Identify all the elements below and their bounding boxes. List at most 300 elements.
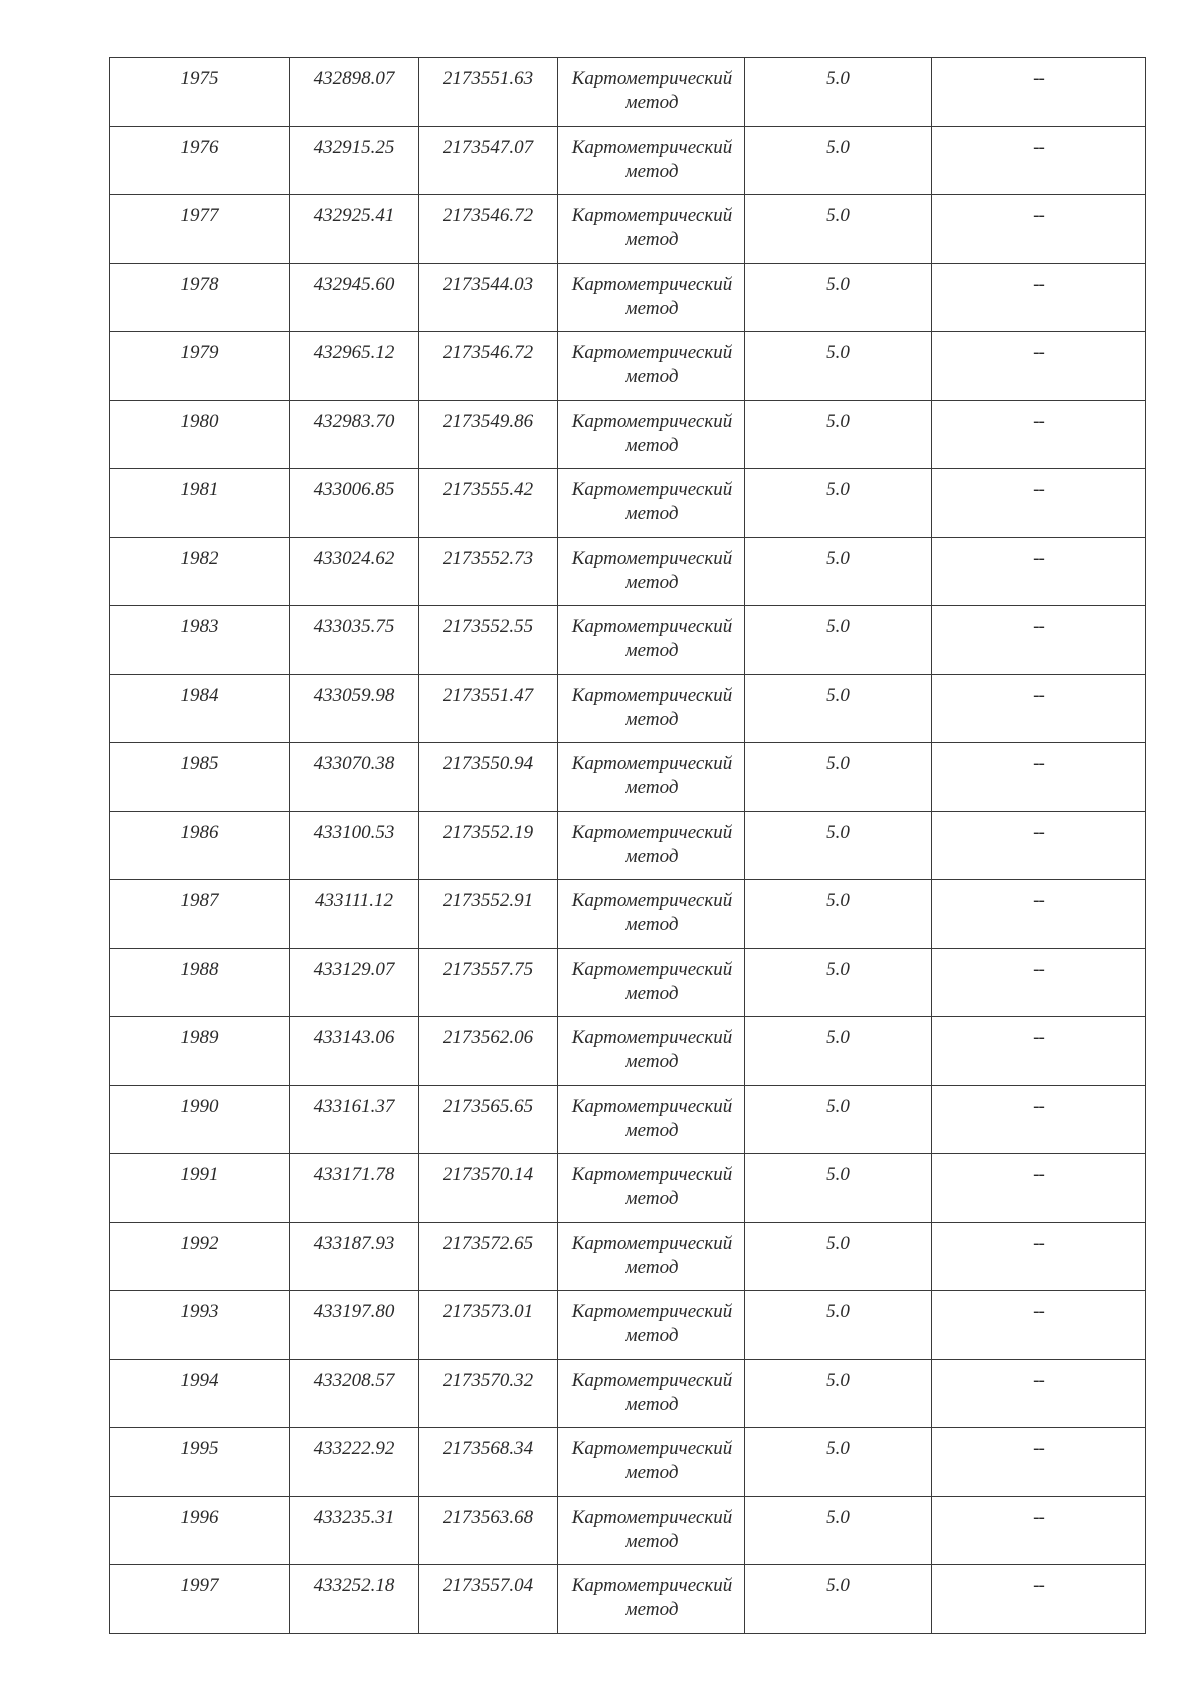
y-coordinate-cell-text: 2173570.14 xyxy=(442,1164,534,1185)
y-coordinate-cell-text: 2173565.65 xyxy=(442,1095,534,1117)
accuracy-cell-text: 5.0 xyxy=(826,1027,850,1048)
y-coordinate-cell xyxy=(419,195,558,264)
accuracy-cell-text: 5.0 xyxy=(826,273,850,295)
point-number-cell-text: 1994 xyxy=(180,1369,219,1391)
method-cell xyxy=(558,880,745,949)
point-number-cell-text: 1978 xyxy=(180,273,219,295)
table-row xyxy=(110,674,1146,743)
point-number-cell xyxy=(110,674,290,743)
accuracy-cell xyxy=(745,126,932,195)
method-cell-text: Картометрический метод xyxy=(571,890,733,935)
method-cell xyxy=(558,1154,745,1223)
y-coordinate-cell-text: 2173544.03 xyxy=(442,273,534,295)
point-number-cell xyxy=(110,1154,290,1223)
method-cell-text: Картометрический метод xyxy=(571,410,733,456)
x-coordinate-cell xyxy=(290,469,419,538)
description-cell-text: -- xyxy=(1033,1506,1044,1528)
accuracy-cell xyxy=(745,880,932,949)
method-cell xyxy=(558,811,745,880)
method-cell-text: Картометрический метод xyxy=(571,1232,733,1278)
y-coordinate-cell xyxy=(419,606,558,675)
x-coordinate-cell xyxy=(290,126,419,195)
x-coordinate-cell-text: 433197.80 xyxy=(313,1301,395,1322)
x-coordinate-cell-text: 433059.98 xyxy=(313,684,395,706)
description-cell-text: -- xyxy=(1033,1027,1044,1048)
point-number-cell-text: 1983 xyxy=(180,616,219,637)
method-cell-text: Картометрический метод xyxy=(571,1095,733,1141)
method-cell-text: Картометрический метод xyxy=(571,273,733,319)
description-cell xyxy=(932,126,1146,195)
point-number-cell-text: 1975 xyxy=(180,68,219,89)
y-coordinate-cell-text: 2173552.55 xyxy=(442,616,534,637)
accuracy-cell-text: 5.0 xyxy=(826,958,850,980)
description-cell-text: -- xyxy=(1033,1095,1044,1117)
x-coordinate-cell xyxy=(290,1359,419,1428)
x-coordinate-cell xyxy=(290,332,419,401)
table-row xyxy=(110,1565,1146,1634)
coordinates-table xyxy=(109,57,1146,1634)
table-row xyxy=(110,469,1146,538)
y-coordinate-cell xyxy=(419,1496,558,1565)
accuracy-cell-text: 5.0 xyxy=(826,479,850,500)
method-cell xyxy=(558,58,745,127)
x-coordinate-cell xyxy=(290,58,419,127)
point-number-cell-text: 1993 xyxy=(180,1301,219,1322)
x-coordinate-cell-text: 433111.12 xyxy=(315,890,393,911)
y-coordinate-cell xyxy=(419,743,558,812)
method-cell-text: Картометрический метод xyxy=(571,1369,733,1415)
y-coordinate-cell xyxy=(419,469,558,538)
description-cell xyxy=(932,948,1146,1017)
y-coordinate-cell-text: 2173546.72 xyxy=(442,205,534,226)
description-cell-text: -- xyxy=(1033,136,1044,158)
point-number-cell-text: 1989 xyxy=(180,1027,219,1048)
method-cell-text: Картометрический метод xyxy=(571,547,733,593)
point-number-cell xyxy=(110,1017,290,1086)
accuracy-cell xyxy=(745,743,932,812)
description-cell xyxy=(932,195,1146,264)
description-cell xyxy=(932,1085,1146,1154)
y-coordinate-cell-text: 2173562.06 xyxy=(442,1027,534,1048)
point-number-cell-text: 1977 xyxy=(180,205,219,226)
x-coordinate-cell-text: 432925.41 xyxy=(313,205,395,226)
x-coordinate-cell xyxy=(290,880,419,949)
point-number-cell xyxy=(110,263,290,332)
y-coordinate-cell-text: 2173547.07 xyxy=(442,136,534,158)
table-row xyxy=(110,400,1146,469)
point-number-cell-text: 1979 xyxy=(180,342,219,363)
description-cell xyxy=(932,332,1146,401)
y-coordinate-cell xyxy=(419,263,558,332)
x-coordinate-cell xyxy=(290,1428,419,1497)
method-cell xyxy=(558,195,745,264)
method-cell-text: Картометрический метод xyxy=(571,1438,733,1483)
x-coordinate-cell-text: 432983.70 xyxy=(313,410,395,432)
table-row xyxy=(110,1428,1146,1497)
y-coordinate-cell xyxy=(419,1291,558,1360)
method-cell xyxy=(558,469,745,538)
accuracy-cell-text: 5.0 xyxy=(826,1232,850,1254)
point-number-cell-text: 1981 xyxy=(180,479,219,500)
description-cell xyxy=(932,674,1146,743)
method-cell xyxy=(558,1017,745,1086)
point-number-cell xyxy=(110,126,290,195)
point-number-cell-text: 1976 xyxy=(180,136,219,158)
method-cell xyxy=(558,1085,745,1154)
accuracy-cell xyxy=(745,1222,932,1291)
description-cell-text: -- xyxy=(1033,821,1044,843)
accuracy-cell xyxy=(745,195,932,264)
accuracy-cell-text: 5.0 xyxy=(826,890,850,911)
point-number-cell xyxy=(110,880,290,949)
description-cell-text: -- xyxy=(1033,1232,1044,1254)
y-coordinate-cell-text: 2173546.72 xyxy=(442,342,534,363)
table-row xyxy=(110,58,1146,127)
y-coordinate-cell xyxy=(419,537,558,606)
accuracy-cell xyxy=(745,58,932,127)
description-cell xyxy=(932,811,1146,880)
point-number-cell xyxy=(110,1565,290,1634)
accuracy-cell-text: 5.0 xyxy=(826,821,850,843)
table-row xyxy=(110,948,1146,1017)
table-row xyxy=(110,1496,1146,1565)
method-cell xyxy=(558,537,745,606)
table-row xyxy=(110,1085,1146,1154)
point-number-cell-text: 1992 xyxy=(180,1232,219,1254)
method-cell-text: Картометрический метод xyxy=(571,616,733,661)
y-coordinate-cell-text: 2173573.01 xyxy=(442,1301,534,1322)
method-cell xyxy=(558,1496,745,1565)
description-cell xyxy=(932,1565,1146,1634)
method-cell xyxy=(558,263,745,332)
accuracy-cell-text: 5.0 xyxy=(826,547,850,569)
y-coordinate-cell-text: 2173551.63 xyxy=(442,68,534,89)
y-coordinate-cell xyxy=(419,1017,558,1086)
x-coordinate-cell xyxy=(290,1017,419,1086)
accuracy-cell-text: 5.0 xyxy=(826,68,850,89)
x-coordinate-cell xyxy=(290,195,419,264)
method-cell xyxy=(558,1222,745,1291)
table-row xyxy=(110,1291,1146,1360)
y-coordinate-cell-text: 2173549.86 xyxy=(442,410,534,432)
x-coordinate-cell-text: 433235.31 xyxy=(313,1506,395,1528)
y-coordinate-cell xyxy=(419,400,558,469)
method-cell xyxy=(558,1565,745,1634)
y-coordinate-cell xyxy=(419,1154,558,1223)
y-coordinate-cell xyxy=(419,58,558,127)
method-cell xyxy=(558,606,745,675)
x-coordinate-cell xyxy=(290,1496,419,1565)
description-cell xyxy=(932,1428,1146,1497)
y-coordinate-cell-text: 2173555.42 xyxy=(442,479,534,500)
x-coordinate-cell xyxy=(290,948,419,1017)
method-cell-text: Картометрический метод xyxy=(571,1164,733,1209)
y-coordinate-cell xyxy=(419,1359,558,1428)
x-coordinate-cell-text: 433171.78 xyxy=(313,1164,395,1185)
point-number-cell xyxy=(110,332,290,401)
description-cell xyxy=(932,469,1146,538)
accuracy-cell-text: 5.0 xyxy=(826,1164,850,1185)
accuracy-cell xyxy=(745,948,932,1017)
x-coordinate-cell-text: 432945.60 xyxy=(313,273,395,295)
x-coordinate-cell xyxy=(290,263,419,332)
x-coordinate-cell-text: 433252.18 xyxy=(313,1575,395,1596)
y-coordinate-cell-text: 2173568.34 xyxy=(442,1438,534,1459)
y-coordinate-cell xyxy=(419,1085,558,1154)
method-cell-text: Картометрический метод xyxy=(571,68,733,113)
table-row xyxy=(110,126,1146,195)
method-cell-text: Картометрический метод xyxy=(571,1027,733,1072)
description-cell-text: -- xyxy=(1033,273,1044,295)
point-number-cell-text: 1996 xyxy=(180,1506,219,1528)
description-cell xyxy=(932,1154,1146,1223)
table-row xyxy=(110,263,1146,332)
y-coordinate-cell xyxy=(419,880,558,949)
point-number-cell-text: 1988 xyxy=(180,958,219,980)
y-coordinate-cell-text: 2173570.32 xyxy=(442,1369,534,1391)
point-number-cell xyxy=(110,1359,290,1428)
x-coordinate-cell-text: 433129.07 xyxy=(313,958,395,980)
description-cell-text: -- xyxy=(1033,479,1044,500)
accuracy-cell-text: 5.0 xyxy=(826,616,850,637)
coordinates-table-body xyxy=(110,58,1146,1634)
accuracy-cell-text: 5.0 xyxy=(826,410,850,432)
accuracy-cell xyxy=(745,263,932,332)
accuracy-cell xyxy=(745,1496,932,1565)
y-coordinate-cell xyxy=(419,1222,558,1291)
point-number-cell xyxy=(110,1291,290,1360)
point-number-cell xyxy=(110,1496,290,1565)
method-cell xyxy=(558,674,745,743)
x-coordinate-cell xyxy=(290,400,419,469)
point-number-cell-text: 1991 xyxy=(180,1164,219,1185)
accuracy-cell-text: 5.0 xyxy=(826,205,850,226)
method-cell xyxy=(558,400,745,469)
description-cell xyxy=(932,263,1146,332)
point-number-cell-text: 1986 xyxy=(180,821,219,843)
point-number-cell xyxy=(110,58,290,127)
table-row xyxy=(110,1359,1146,1428)
method-cell xyxy=(558,1291,745,1360)
point-number-cell-text: 1982 xyxy=(180,547,219,569)
description-cell xyxy=(932,1496,1146,1565)
accuracy-cell xyxy=(745,811,932,880)
description-cell xyxy=(932,537,1146,606)
point-number-cell-text: 1980 xyxy=(180,410,219,432)
y-coordinate-cell xyxy=(419,332,558,401)
point-number-cell-text: 1984 xyxy=(180,684,219,706)
method-cell-text: Картометрический метод xyxy=(571,821,733,867)
method-cell-text: Картометрический метод xyxy=(571,1506,733,1552)
x-coordinate-cell-text: 433222.92 xyxy=(313,1438,395,1459)
method-cell-text: Картометрический метод xyxy=(571,1575,733,1620)
y-coordinate-cell-text: 2173557.04 xyxy=(442,1575,534,1596)
description-cell-text: -- xyxy=(1033,547,1044,569)
accuracy-cell-text: 5.0 xyxy=(826,342,850,363)
accuracy-cell xyxy=(745,1017,932,1086)
accuracy-cell xyxy=(745,606,932,675)
description-cell xyxy=(932,58,1146,127)
x-coordinate-cell xyxy=(290,1085,419,1154)
x-coordinate-cell xyxy=(290,1291,419,1360)
y-coordinate-cell xyxy=(419,1428,558,1497)
y-coordinate-cell xyxy=(419,811,558,880)
point-number-cell xyxy=(110,1085,290,1154)
table-row xyxy=(110,195,1146,264)
description-cell-text: -- xyxy=(1033,342,1044,363)
x-coordinate-cell-text: 433187.93 xyxy=(313,1232,395,1254)
point-number-cell-text: 1997 xyxy=(180,1575,219,1596)
description-cell-text: -- xyxy=(1033,68,1044,89)
accuracy-cell xyxy=(745,674,932,743)
method-cell xyxy=(558,126,745,195)
y-coordinate-cell-text: 2173572.65 xyxy=(442,1232,534,1254)
description-cell-text: -- xyxy=(1033,1438,1044,1459)
table-row xyxy=(110,1017,1146,1086)
point-number-cell-text: 1987 xyxy=(180,890,219,911)
y-coordinate-cell-text: 2173563.68 xyxy=(442,1506,534,1528)
point-number-cell xyxy=(110,469,290,538)
accuracy-cell-text: 5.0 xyxy=(826,136,850,158)
table-row xyxy=(110,1154,1146,1223)
method-cell xyxy=(558,1359,745,1428)
description-cell-text: -- xyxy=(1033,1301,1044,1322)
description-cell xyxy=(932,606,1146,675)
accuracy-cell xyxy=(745,469,932,538)
y-coordinate-cell-text: 2173550.94 xyxy=(442,753,534,774)
accuracy-cell xyxy=(745,1359,932,1428)
x-coordinate-cell xyxy=(290,674,419,743)
x-coordinate-cell-text: 433006.85 xyxy=(313,479,395,500)
point-number-cell xyxy=(110,948,290,1017)
x-coordinate-cell-text: 433070.38 xyxy=(313,753,395,774)
description-cell-text: -- xyxy=(1033,1575,1044,1596)
y-coordinate-cell-text: 2173552.73 xyxy=(442,547,534,569)
point-number-cell xyxy=(110,1428,290,1497)
point-number-cell xyxy=(110,743,290,812)
accuracy-cell xyxy=(745,537,932,606)
description-cell xyxy=(932,1017,1146,1086)
point-number-cell xyxy=(110,537,290,606)
description-cell-text: -- xyxy=(1033,410,1044,432)
table-row xyxy=(110,332,1146,401)
method-cell-text: Картометрический метод xyxy=(571,684,733,730)
x-coordinate-cell-text: 433100.53 xyxy=(313,821,395,843)
method-cell-text: Картометрический метод xyxy=(571,479,733,524)
y-coordinate-cell-text: 2173552.19 xyxy=(442,821,534,843)
description-cell-text: -- xyxy=(1033,205,1044,226)
accuracy-cell xyxy=(745,1085,932,1154)
accuracy-cell xyxy=(745,1291,932,1360)
x-coordinate-cell-text: 433208.57 xyxy=(313,1369,395,1391)
x-coordinate-cell xyxy=(290,743,419,812)
y-coordinate-cell xyxy=(419,948,558,1017)
accuracy-cell-text: 5.0 xyxy=(826,1575,850,1596)
description-cell-text: -- xyxy=(1033,890,1044,911)
x-coordinate-cell xyxy=(290,537,419,606)
accuracy-cell-text: 5.0 xyxy=(826,1301,850,1322)
point-number-cell-text: 1995 xyxy=(180,1438,219,1459)
x-coordinate-cell-text: 432915.25 xyxy=(313,136,395,158)
point-number-cell xyxy=(110,606,290,675)
accuracy-cell xyxy=(745,1154,932,1223)
description-cell xyxy=(932,400,1146,469)
table-row xyxy=(110,811,1146,880)
y-coordinate-cell xyxy=(419,674,558,743)
x-coordinate-cell xyxy=(290,1222,419,1291)
point-number-cell xyxy=(110,811,290,880)
x-coordinate-cell-text: 433035.75 xyxy=(313,616,395,637)
description-cell-text: -- xyxy=(1033,958,1044,980)
x-coordinate-cell xyxy=(290,606,419,675)
x-coordinate-cell xyxy=(290,1565,419,1634)
description-cell xyxy=(932,743,1146,812)
x-coordinate-cell xyxy=(290,811,419,880)
table-row xyxy=(110,880,1146,949)
description-cell-text: -- xyxy=(1033,616,1044,637)
point-number-cell xyxy=(110,195,290,264)
description-cell xyxy=(932,880,1146,949)
point-number-cell xyxy=(110,400,290,469)
y-coordinate-cell xyxy=(419,1565,558,1634)
x-coordinate-cell-text: 433161.37 xyxy=(313,1095,395,1117)
accuracy-cell xyxy=(745,400,932,469)
method-cell-text: Картометрический метод xyxy=(571,205,733,250)
y-coordinate-cell-text: 2173551.47 xyxy=(442,684,534,706)
description-cell-text: -- xyxy=(1033,753,1044,774)
method-cell xyxy=(558,1428,745,1497)
method-cell-text: Картометрический метод xyxy=(571,342,733,387)
method-cell-text: Картометрический метод xyxy=(571,958,733,1004)
y-coordinate-cell-text: 2173557.75 xyxy=(442,958,534,980)
method-cell xyxy=(558,332,745,401)
x-coordinate-cell-text: 432965.12 xyxy=(313,342,395,363)
x-coordinate-cell xyxy=(290,1154,419,1223)
accuracy-cell-text: 5.0 xyxy=(826,1438,850,1459)
point-number-cell xyxy=(110,1222,290,1291)
table-row xyxy=(110,743,1146,812)
description-cell xyxy=(932,1291,1146,1360)
accuracy-cell-text: 5.0 xyxy=(826,1095,850,1117)
description-cell xyxy=(932,1222,1146,1291)
method-cell-text: Картометрический метод xyxy=(571,1301,733,1346)
table-row xyxy=(110,1222,1146,1291)
x-coordinate-cell-text: 433143.06 xyxy=(313,1027,395,1048)
accuracy-cell xyxy=(745,1428,932,1497)
table-row xyxy=(110,537,1146,606)
method-cell xyxy=(558,743,745,812)
method-cell-text: Картометрический метод xyxy=(571,136,733,182)
accuracy-cell xyxy=(745,332,932,401)
x-coordinate-cell-text: 433024.62 xyxy=(313,547,395,569)
description-cell xyxy=(932,1359,1146,1428)
point-number-cell-text: 1985 xyxy=(180,753,219,774)
y-coordinate-cell xyxy=(419,126,558,195)
accuracy-cell-text: 5.0 xyxy=(826,1369,850,1391)
accuracy-cell-text: 5.0 xyxy=(826,1506,850,1528)
accuracy-cell-text: 5.0 xyxy=(826,753,850,774)
description-cell-text: -- xyxy=(1033,684,1044,706)
method-cell xyxy=(558,948,745,1017)
description-cell-text: -- xyxy=(1033,1369,1044,1391)
y-coordinate-cell-text: 2173552.91 xyxy=(442,890,534,911)
accuracy-cell xyxy=(745,1565,932,1634)
accuracy-cell-text: 5.0 xyxy=(826,684,850,706)
method-cell-text: Картометрический метод xyxy=(571,753,733,798)
point-number-cell-text: 1990 xyxy=(180,1095,219,1117)
x-coordinate-cell-text: 432898.07 xyxy=(313,68,395,89)
table-row xyxy=(110,606,1146,675)
